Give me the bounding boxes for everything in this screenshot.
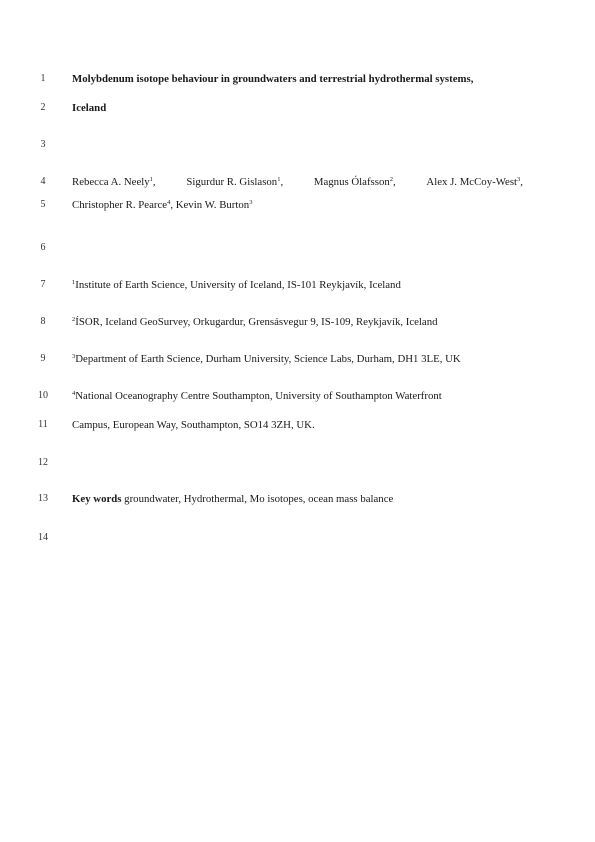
affiliation-marker: 1 — [277, 176, 281, 183]
keywords-text: groundwater, Hydrothermal, Mo isotopes, ocean mass balance — [121, 493, 394, 505]
affiliation-4: $^4$National Oceanography Centre Southampton, University of Southampton Waterfront — [72, 390, 442, 402]
line-number: 2 — [40, 102, 46, 113]
line-number: 11 — [38, 419, 48, 430]
paper-title-line-2: Iceland — [72, 102, 107, 114]
line-number: 1 — [40, 73, 46, 84]
manuscript-line — [0, 351, 595, 367]
affiliation-marker: 4 — [167, 199, 171, 206]
line-number: 14 — [38, 532, 48, 543]
affiliation-2: $^2$ÍSOR, Iceland GeoSurvey, Orkugardur, Grensásvegur 9, IS-109, Reykjavík, Iceland — [72, 316, 438, 328]
affiliation-marker: 3 — [72, 353, 76, 360]
manuscript-line — [0, 314, 595, 330]
affiliation-marker: 1 — [149, 176, 153, 183]
line-number: 5 — [40, 199, 46, 210]
manuscript-line — [0, 174, 595, 190]
line-number: 10 — [38, 390, 48, 401]
author-list-line-1 — [72, 174, 523, 190]
keywords-label: Key words — [72, 493, 122, 505]
manuscript-line — [0, 197, 595, 213]
affiliation-4-continued: Campus, European Way, Southampton, SO14 3ZH, UK. — [72, 419, 315, 431]
manuscript-line — [0, 71, 595, 87]
affiliation-3: $^3$Department of Earth Science, Durham University, Science Labs, Durham, DH1 3LE, UK — [72, 353, 461, 365]
line-number: 8 — [40, 316, 46, 327]
manuscript-line — [0, 417, 595, 433]
author: Sigurdur R. Gislason$^1$, — [186, 176, 284, 188]
affiliation-marker: 3 — [517, 176, 521, 183]
line-number: 13 — [38, 493, 48, 504]
line-number: 9 — [40, 353, 46, 364]
manuscript-line — [0, 530, 595, 546]
affiliation-marker: 2 — [72, 316, 76, 323]
author: Christopher R. Pearce$^4$, — [72, 199, 174, 211]
affiliation-marker: 1 — [72, 279, 76, 286]
author: Alex J. McCoy-West$^3$, — [426, 176, 523, 188]
line-number: 7 — [40, 279, 46, 290]
keywords — [72, 491, 393, 507]
paper-title-line-1: Molybdenum isotope behaviour in groundwaters and terrestrial hydrothermal systems, — [72, 73, 474, 85]
affiliation-marker: 3 — [249, 199, 253, 206]
author: Kevin W. Burton$^3$ — [175, 199, 253, 211]
manuscript-line — [0, 100, 595, 116]
manuscript-line — [0, 388, 595, 404]
author-list-line-2 — [72, 197, 252, 213]
author: Rebecca A. Neely$^1$, — [72, 176, 156, 188]
manuscript-line — [0, 137, 595, 153]
manuscript-line — [0, 491, 595, 507]
manuscript-line — [0, 455, 595, 471]
line-number: 3 — [40, 139, 46, 150]
manuscript-line — [0, 277, 595, 293]
author: Magnus Ólafsson$^2$, — [313, 176, 396, 188]
line-number: 4 — [40, 176, 46, 187]
affiliation-marker: 2 — [389, 176, 393, 183]
affiliation-marker: 4 — [72, 390, 76, 397]
manuscript-line — [0, 240, 595, 256]
affiliation-1: $^1$Institute of Earth Science, University of Iceland, IS-101 Reykjavík, Iceland — [72, 279, 401, 291]
line-number: 6 — [40, 242, 46, 253]
line-number: 12 — [38, 457, 48, 468]
